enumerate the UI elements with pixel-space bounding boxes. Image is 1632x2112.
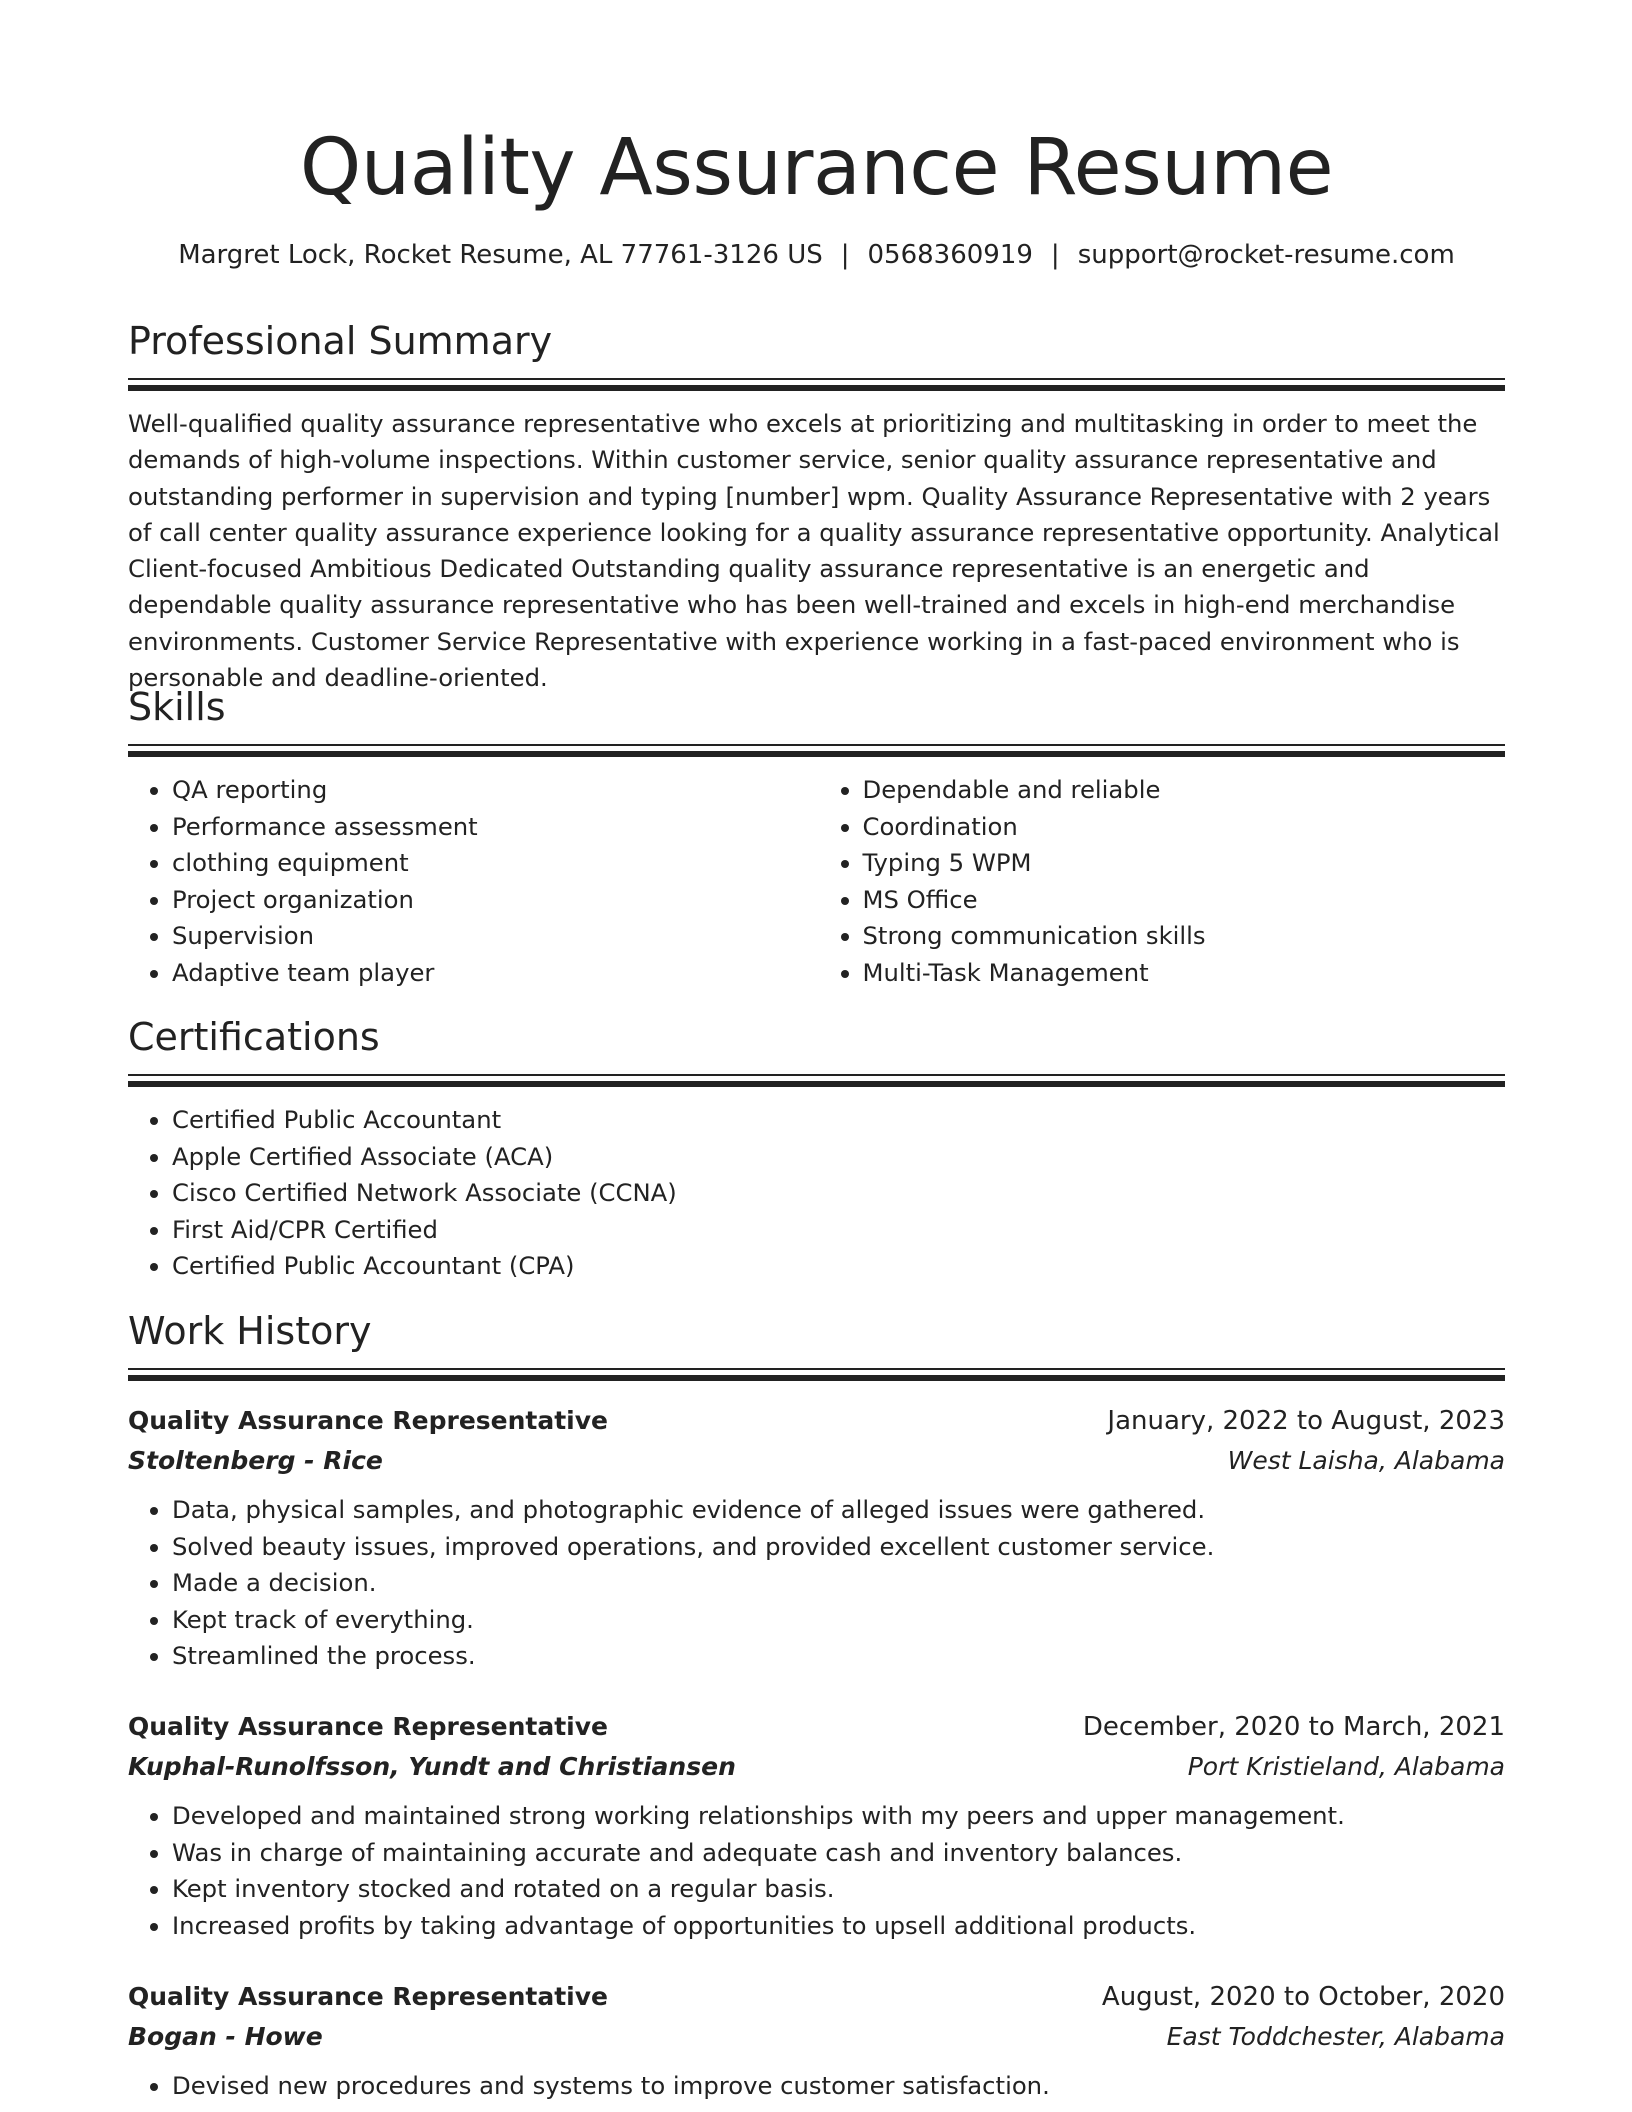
job-dates: August, 2020 to October, 2020 xyxy=(1101,1982,1505,2012)
contact-phone: 0568360919 xyxy=(867,240,1033,270)
list-item: • Increased profits by taking advantage of opportunities to upsell additional products. xyxy=(172,1908,1505,1945)
job-company: Stoltenberg - Rice xyxy=(128,1446,383,1475)
job-duties-list xyxy=(128,2068,1505,2105)
job-entry xyxy=(128,1401,1505,1675)
list-item: • Data, physical samples, and photographic evidence of alleged issues were gathered. xyxy=(172,1492,1505,1529)
job-title: Quality Assurance Representative xyxy=(128,1982,609,2011)
section-divider xyxy=(128,1368,1505,1382)
section-heading: Certifications xyxy=(128,1015,380,1059)
section-divider xyxy=(128,744,1505,758)
contact-separator: | xyxy=(1050,240,1060,270)
job-subheader xyxy=(128,2017,1505,2056)
list-item: • First Aid/CPR Certified xyxy=(172,1212,1505,1249)
job-duties-list xyxy=(128,1492,1505,1675)
list-item: • Project organization xyxy=(172,882,815,919)
summary-text: Well-qualified quality assurance representative who excels at prioritizing and multitasking in order to meet the demands of high-volume inspections. Within customer service, senior quality assurance representative and outstanding performer in supervision and typing [number] wpm. Quality Assurance Representative with 2 years of call center quality assurance experience looking for a quality assurance representative opportunity. Analytical Client-focused Ambitious Dedicated Outstanding quality assurance representative is an energetic and dependable quality assurance representative who has been well-trained and excels in high-end merchandise environments. Customer Service Representative with experience working in a fast-paced environment who is personable and deadline-oriented. xyxy=(128,409,1500,693)
list-item: • Performance assessment xyxy=(172,809,815,846)
skills-grid xyxy=(128,772,1505,991)
section-heading: Skills xyxy=(128,685,226,729)
list-item: • Streamlined the process. xyxy=(172,1638,1505,1675)
job-company: Kuphal-Runolfsson, Yundt and Christiansen xyxy=(128,1752,736,1781)
contact-separator: | xyxy=(840,240,850,270)
job-entry xyxy=(128,1707,1505,1944)
section-certifications xyxy=(128,1012,1505,1285)
list-item: • Typing 5 WPM xyxy=(863,845,1506,882)
contact-address: Margret Lock, Rocket Resume, AL 77761-3126 US xyxy=(178,240,823,270)
section-heading: Work History xyxy=(128,1309,372,1353)
job-location: East Toddchester, Alabama xyxy=(1166,2022,1505,2051)
job-dates: January, 2022 to August, 2023 xyxy=(1107,1406,1505,1436)
contact-line xyxy=(128,237,1505,273)
job-location: West Laisha, Alabama xyxy=(1227,1446,1505,1475)
list-item: • QA reporting xyxy=(172,772,815,809)
job-header xyxy=(128,1977,1505,2017)
list-item: • Cisco Certified Network Associate (CCNA) xyxy=(172,1175,1505,1212)
job-header xyxy=(128,1401,1505,1441)
list-item: • clothing equipment xyxy=(172,845,815,882)
section-divider xyxy=(128,1074,1505,1088)
list-item: • Developed and maintained strong working relationships with my peers and upper management. xyxy=(172,1798,1505,1835)
list-item: • Kept track of everything. xyxy=(172,1602,1505,1639)
list-item: • Solved beauty issues, improved operations, and provided excellent customer service. xyxy=(172,1529,1505,1566)
list-item: • Certified Public Accountant (CPA) xyxy=(172,1248,1505,1285)
resume-title: Quality Assurance Resume xyxy=(299,123,1334,213)
job-title: Quality Assurance Representative xyxy=(128,1406,609,1435)
section-heading: Professional Summary xyxy=(128,319,553,363)
section-professional-summary xyxy=(128,316,1505,696)
skills-list-left xyxy=(128,772,815,991)
list-item: • Devised new procedures and systems to improve customer satisfaction. xyxy=(172,2068,1505,2105)
list-item: • Strong communication skills xyxy=(863,918,1506,955)
list-item: • Dependable and reliable xyxy=(863,772,1506,809)
list-item: • Multi-Task Management xyxy=(863,955,1506,992)
section-work-history xyxy=(128,1306,1505,1382)
list-item: • Supervision xyxy=(172,918,815,955)
list-item: • Adaptive team player xyxy=(172,955,815,992)
job-company: Bogan - Howe xyxy=(128,2022,323,2051)
job-duties-list xyxy=(128,1798,1505,1944)
list-item: • Kept inventory stocked and rotated on a regular basis. xyxy=(172,1871,1505,1908)
job-subheader xyxy=(128,1441,1505,1480)
job-dates: December, 2020 to March, 2021 xyxy=(1082,1712,1505,1742)
list-item: • Certified Public Accountant xyxy=(172,1102,1505,1139)
list-item: • Apple Certified Associate (ACA) xyxy=(172,1139,1505,1176)
certifications-list xyxy=(128,1102,1505,1285)
job-title: Quality Assurance Representative xyxy=(128,1712,609,1741)
section-skills xyxy=(128,682,1505,991)
job-header xyxy=(128,1707,1505,1747)
job-location: Port Kristieland, Alabama xyxy=(1187,1752,1505,1781)
list-item: • Coordination xyxy=(863,809,1506,846)
job-subheader xyxy=(128,1747,1505,1786)
list-item: • Was in charge of maintaining accurate and adequate cash and inventory balances. xyxy=(172,1835,1505,1872)
list-item: • Made a decision. xyxy=(172,1565,1505,1602)
contact-email: support@rocket-resume.com xyxy=(1077,240,1455,270)
list-item: • MS Office xyxy=(863,882,1506,919)
job-entry xyxy=(128,1977,1505,2105)
skills-list-right xyxy=(815,772,1506,991)
section-divider xyxy=(128,378,1505,392)
